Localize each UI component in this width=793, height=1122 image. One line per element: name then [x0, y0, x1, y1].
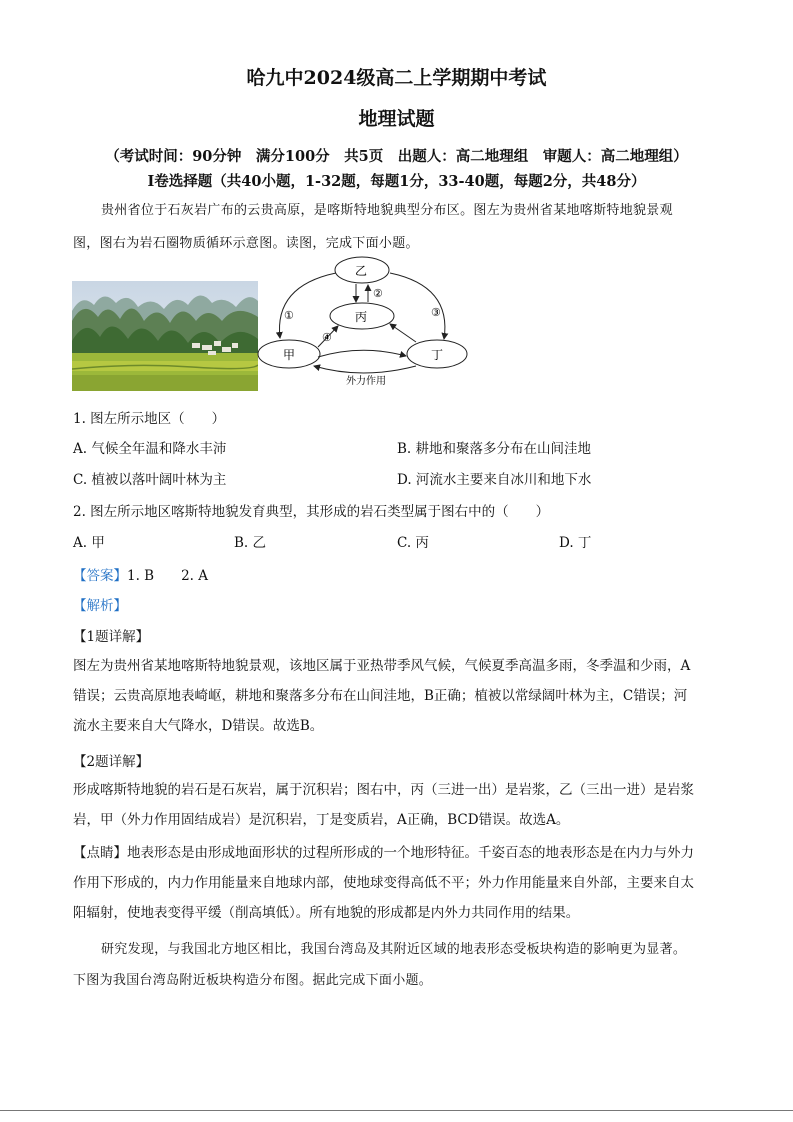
- label-n3: ③: [431, 306, 441, 319]
- point-tag: 【点睛】: [73, 845, 127, 861]
- detail1-line2: 错误；云贵高原地表崎岖，耕地和聚落多分布在山间洼地，B正确；植被以常绿阔叶林为主，C错误；河: [73, 688, 688, 704]
- detail1-heading: 【1题详解】: [73, 629, 150, 645]
- q2-option-c: C. 丙: [397, 535, 429, 551]
- detail1-line1: 图左为贵州省某地喀斯特地貌景观，该地区属于亚热带季风气候，气候夏季高温多雨，冬季温和少雨，A: [73, 658, 691, 674]
- detail2-line2: 岩，甲（外力作用固结成岩）是沉积岩，丁是变质岩，A正确，BCD错误。故选A。: [73, 812, 570, 828]
- q2-option-d: D. 丁: [559, 535, 592, 551]
- subject-title: 地理试题: [358, 108, 435, 130]
- q1-option-d: D. 河流水主要来自冰川和地下水: [397, 472, 592, 488]
- exam-info: （考试时间：90分钟 满分100分 共5页 出题人：高二地理组 审题人：高二地理组）: [105, 148, 688, 165]
- answer-line: [73, 564, 208, 584]
- point-line1: 【点睛】地表形态是由形成地面形状的过程所形成的一个地形特征。千姿百态的地表形态是在内力与外力: [73, 845, 694, 861]
- karst-landscape-photo: [72, 281, 258, 391]
- label-n4: ④: [322, 331, 332, 344]
- q1-stem: 1. 图左所示地区（ ）: [73, 411, 226, 427]
- q2-option-b: B. 乙: [234, 535, 267, 551]
- q2-stem: 2. 图左所示地区喀斯特地貌发育典型，其形成的岩石类型属于图右中的（ ）: [73, 504, 550, 520]
- point-body: [73, 838, 720, 928]
- detail2-line1: 形成喀斯特地貌的岩石是石灰岩，属于沉积岩；图右中，丙（三进一出）是岩浆，乙（三出一进）是岩浆: [73, 782, 694, 798]
- intro1-line2: 图，图右为岩石圈物质循环示意图。读图，完成下面小题。: [73, 236, 419, 251]
- label-n1: ①: [284, 309, 294, 322]
- detail1-body: [73, 651, 720, 741]
- section-heading: Ⅰ卷选择题（共40小题，1-32题，每题1分，33-40题，每题2分，共48分）: [147, 173, 646, 190]
- footer-divider: [0, 1110, 793, 1111]
- q1-option-a: A. 气候全年温和降水丰沛: [73, 441, 227, 457]
- label-yi: 乙: [355, 264, 368, 278]
- label-n2: ②: [373, 287, 383, 300]
- q1-option-c: C. 植被以落叶阔叶林为主: [73, 472, 227, 488]
- exam-title: 哈九中2024级高二上学期期中考试: [246, 67, 547, 89]
- rock-cycle-diagram: [256, 254, 472, 388]
- point-line2: 作用下形成的，内力作用能量来自地球内部，使地球变得高低不平；外力作用能量来自外部，主要来自太: [73, 875, 694, 891]
- detail2-heading: 【2题详解】: [73, 754, 150, 770]
- answer-tag: 【答案】: [73, 568, 127, 584]
- answer-text: 1. B 2. A: [127, 568, 209, 584]
- label-ding: 丁: [431, 348, 444, 362]
- label-external-force: 外力作用: [346, 376, 386, 387]
- intro2-line2: 下图为我国台湾岛附近板块构造分布图。据此完成下面小题。: [73, 973, 433, 988]
- intro2-line1: 研究发现，与我国北方地区相比，我国台湾岛及其附近区域的地表形态受板块构造的影响更为显著。: [101, 942, 687, 957]
- label-bing: 丙: [355, 310, 368, 324]
- detail2-body: [73, 775, 720, 835]
- intro1-line1: 贵州省位于石灰岩广布的云贵高原，是喀斯特地貌典型分布区。图左为贵州省某地喀斯特地貌景观: [101, 203, 673, 218]
- detail1-line3: 流水主要来自大气降水，D错误。故选B。: [73, 718, 324, 734]
- q2-option-a: A. 甲: [73, 535, 105, 551]
- label-jia: 甲: [283, 348, 296, 362]
- point-line3: 阳辐射，使地表变得平缓（削高填低）。所有地貌的形成都是内外力共同作用的结果。: [73, 905, 580, 921]
- analysis-tag: 【解析】: [73, 598, 127, 614]
- q1-option-b: B. 耕地和聚落多分布在山间洼地: [397, 441, 592, 457]
